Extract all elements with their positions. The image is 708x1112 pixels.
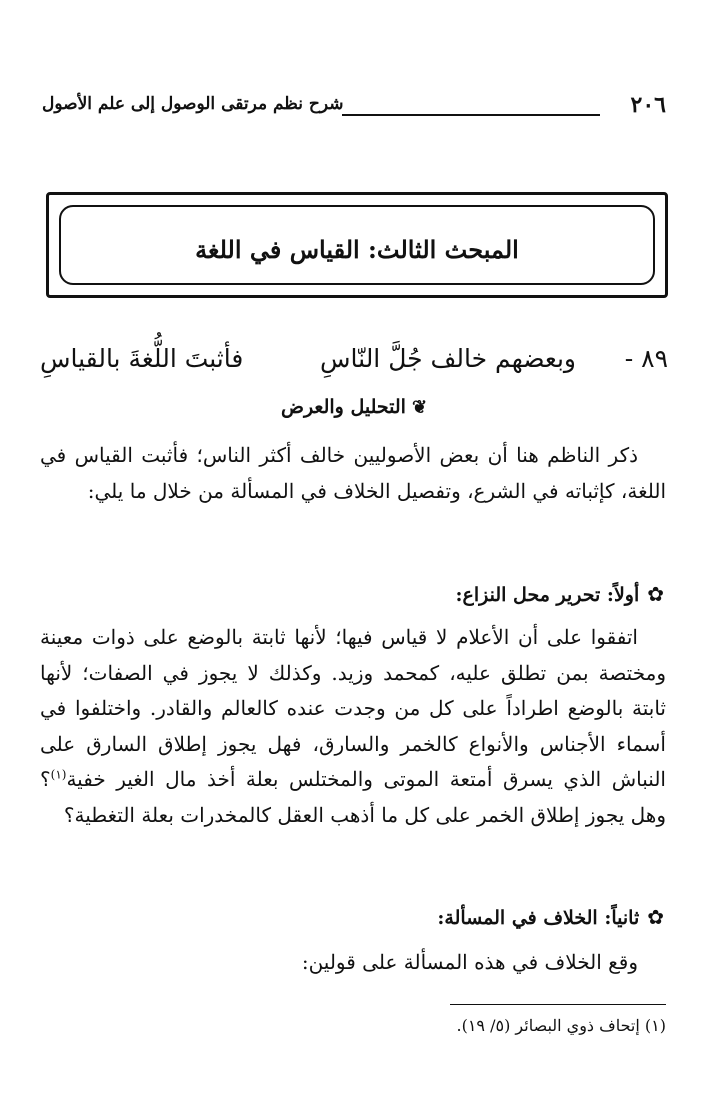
analysis-heading <box>0 396 708 418</box>
chapter-title: المبحث الثالث: القياس في اللغة <box>195 235 519 264</box>
point-1-heading <box>40 582 664 606</box>
page-number: ٢٠٦ <box>630 92 666 118</box>
verse-second-hemistich: فأثبتَ اللُّغةَ بالقياسِ <box>40 344 244 373</box>
flower-bullet-icon: ✿ <box>647 582 664 606</box>
point-1-heading-text: أولاً: تحرير محل النزاع: <box>455 584 640 606</box>
point-1-text-b: ؟ وهل يجوز إطلاق الخمر على كل ما أذهب العقل كالمخدرات بعلة التغطية؟ <box>40 767 666 827</box>
footnote-rule <box>450 1004 666 1005</box>
footnote: (١) إتحاف ذوي البصائر (٥/ ١٩). <box>456 1016 666 1035</box>
analysis-heading-text: التحليل والعرض <box>280 396 406 418</box>
point-2-paragraph <box>40 945 666 981</box>
intro-paragraph <box>40 438 666 509</box>
chapter-title-frame <box>46 192 668 298</box>
book-title: شرح نظم مرتقى الوصول إلى علم الأصول <box>42 94 344 114</box>
point-1-text-a: اتفقوا على أن الأعلام لا قياس فيها؛ لأنها ثابتة بالوضع على ذوات معينة ومختصة بمن تطلق عليه، كمحمد وزيد. وكذلك لا يجوز في الصفات؛ لأنها ثابتة بالوضع اطراداً على كل من وجدت عنده كالعالم والقادر. واختلفوا في أسماء الأجناس والأنواع كالخمر والسارق، فهل يجوز إطلاق السارق على النباش الذي يسرق أمتعة الموتى والمختلس بعلة أخذ مال الغير خفية <box>40 625 666 791</box>
leaf-ornament-icon: ❦ <box>411 397 428 418</box>
flower-bullet-icon: ✿ <box>647 905 664 929</box>
verse-number: ٨٩ - <box>624 344 668 373</box>
intro-text: ذكر الناظم هنا أن بعض الأصوليين خالف أكثر الناس؛ فأثبت القياس في اللغة، كإثباته في الشرع، وتفصيل الخلاف في المسألة من خلال ما يلي: <box>40 443 666 503</box>
running-header <box>42 92 666 126</box>
poem-verse <box>40 340 668 380</box>
verse-first-hemistich: وبعضهم خالف جُلَّ النّاسِ <box>320 344 576 373</box>
header-rule <box>342 114 600 116</box>
point-1-paragraph <box>40 620 666 833</box>
point-2-heading <box>40 905 664 929</box>
point-2-text: وقع الخلاف في هذه المسألة على قولين: <box>301 950 638 974</box>
chapter-title-inner-frame <box>59 205 655 285</box>
footnote-reference[interactable]: (١) <box>50 767 67 782</box>
point-2-heading-text: ثانياً: الخلاف في المسألة: <box>437 907 640 929</box>
